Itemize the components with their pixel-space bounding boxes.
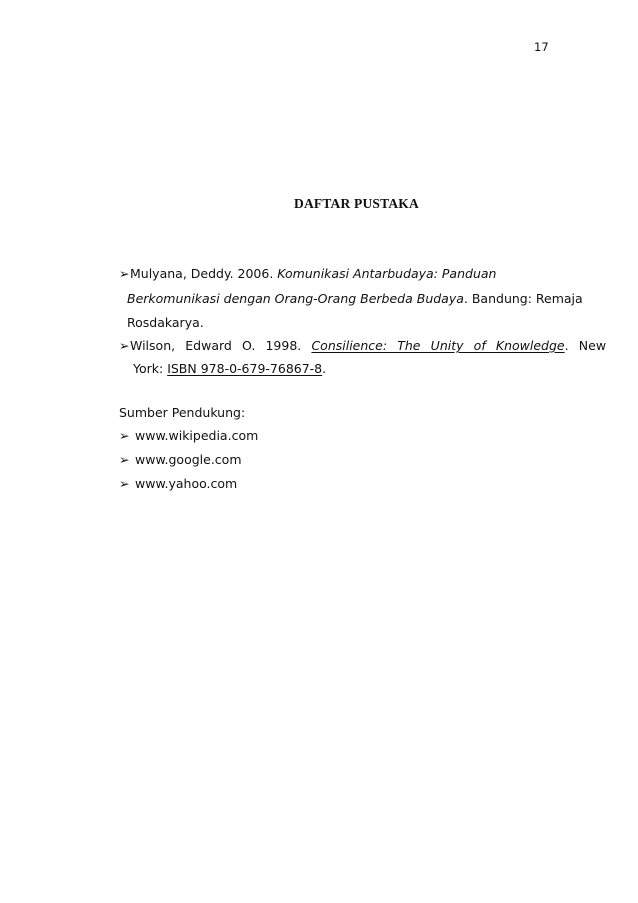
reference-2-end: . bbox=[322, 361, 327, 376]
arrow-bullet-icon: ➢ bbox=[119, 266, 130, 281]
page-title: DAFTAR PUSTAKA bbox=[294, 196, 419, 211]
source-link-google[interactable]: www.google.com bbox=[135, 452, 242, 467]
arrow-bullet-icon: ➢ bbox=[119, 428, 130, 443]
reference-1-line-2 bbox=[127, 291, 583, 306]
reference-1-line-1 bbox=[119, 266, 496, 281]
source-item bbox=[119, 476, 237, 491]
arrow-bullet-icon: ➢ bbox=[119, 476, 130, 491]
reference-2-place: York: bbox=[133, 361, 168, 376]
reference-1-title-part-2: Berkomunikasi dengan Orang-Orang Berbeda Budaya bbox=[127, 291, 464, 306]
reference-2-line-1 bbox=[119, 338, 606, 353]
reference-2-author-year: Wilson, Edward O. 1998. bbox=[130, 338, 312, 353]
source-link-yahoo[interactable]: www.yahoo.com bbox=[135, 476, 238, 491]
reference-1-line-3 bbox=[127, 315, 204, 330]
reference-1-author-year: Mulyana, Deddy. 2006. bbox=[130, 266, 278, 281]
reference-1-title-part-1: Komunikasi Antarbudaya: Panduan bbox=[277, 266, 497, 281]
sources-heading: Sumber Pendukung: bbox=[119, 405, 246, 420]
source-item bbox=[119, 452, 242, 467]
reference-2-place-start: . New bbox=[564, 338, 607, 353]
reference-2-title-link[interactable]: Consilience: The Unity of Knowledge bbox=[311, 338, 565, 353]
arrow-bullet-icon: ➢ bbox=[119, 452, 130, 467]
reference-2-line-2 bbox=[133, 361, 326, 376]
page-number: 17 bbox=[534, 40, 549, 54]
source-item bbox=[119, 428, 258, 443]
arrow-bullet-icon: ➢ bbox=[119, 338, 130, 353]
reference-1-publisher-end: Rosdakarya. bbox=[127, 315, 204, 330]
reference-1-publisher: . Bandung: Remaja bbox=[463, 291, 583, 306]
source-link-wikipedia[interactable]: www.wikipedia.com bbox=[135, 428, 259, 443]
isbn-link[interactable]: ISBN 978-0-679-76867-8 bbox=[167, 361, 323, 376]
